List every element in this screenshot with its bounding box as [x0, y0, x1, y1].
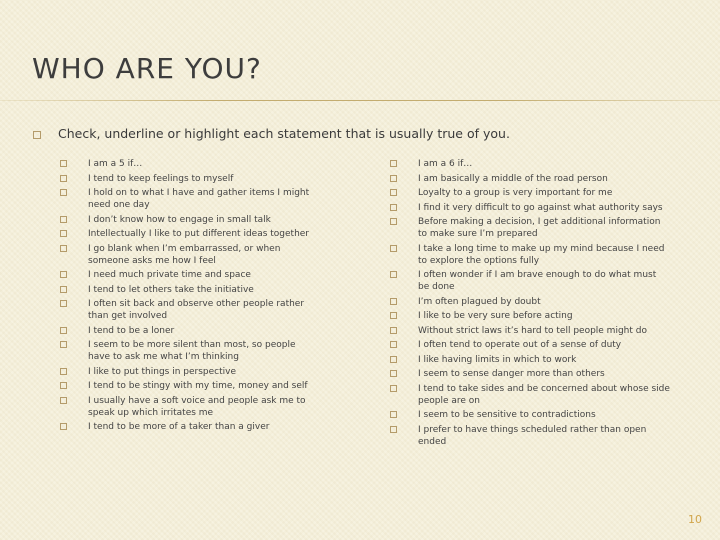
- checkbox-square-icon: [390, 385, 397, 392]
- item-text: Intellectually I like to put different ideas together: [88, 229, 310, 239]
- checkbox-square-icon: [60, 189, 67, 196]
- list-item: [390, 424, 670, 448]
- list-item: [390, 202, 670, 214]
- checkbox-square-icon: [390, 327, 397, 334]
- checkbox-square-icon: [390, 411, 397, 418]
- list-item: [390, 409, 670, 421]
- list-item: [60, 339, 310, 363]
- item-text: I tend to be a loner: [88, 325, 175, 336]
- list-item: [390, 354, 670, 366]
- checkbox-square-icon: [390, 160, 397, 167]
- checkbox-square-icon: [390, 189, 397, 196]
- item-text: I need much private time and space: [88, 270, 251, 280]
- checkbox-square-icon: [390, 271, 397, 278]
- item-text: I often sit back and observe other people rather than get involved: [88, 299, 305, 321]
- checkbox-square-icon: [390, 341, 397, 348]
- checkbox-square-icon: [390, 204, 397, 211]
- item-text: I prefer to have things scheduled rather than open ended: [418, 424, 647, 447]
- item-text: Before making a decision, I get additional information to make sure I’m prepared: [418, 217, 661, 239]
- item-text: Without strict laws it’s hard to tell people might do: [418, 325, 647, 336]
- checkbox-square-icon: [60, 230, 67, 237]
- list-item: [60, 366, 310, 378]
- checkbox-square-icon: [390, 175, 397, 182]
- checkbox-square-icon: [390, 370, 397, 377]
- item-text: I seem to be sensitive to contradictions: [418, 410, 596, 420]
- list-item: [390, 296, 670, 308]
- checkbox-square-icon: [60, 423, 67, 430]
- list-item: [60, 228, 310, 240]
- checkbox-square-icon: [390, 218, 397, 225]
- list-item: [60, 421, 310, 433]
- checkbox-square-icon: [390, 245, 397, 252]
- item-text: I hold on to what I have and gather items I might need one day: [88, 188, 310, 210]
- checkbox-square-icon: [60, 327, 67, 334]
- checkbox-square-icon: [390, 426, 397, 433]
- item-text: I am a 6 if…: [418, 159, 473, 169]
- list-item: [60, 380, 310, 392]
- list-item: [60, 325, 310, 337]
- list-item: [60, 158, 310, 170]
- list-item: [60, 298, 310, 322]
- item-text: I go blank when I’m embarrassed, or when someone asks me how I feel: [88, 243, 281, 266]
- slide-title: WHO ARE YOU?: [32, 52, 262, 85]
- item-text: I am basically a middle of the road person: [418, 173, 608, 184]
- list-item: [390, 339, 670, 351]
- list-item: [390, 383, 670, 407]
- checkbox-square-icon: [60, 175, 67, 182]
- checkbox-square-icon: [60, 245, 67, 252]
- right-column: [390, 158, 670, 450]
- item-text: I like to be very sure before acting: [418, 311, 573, 321]
- item-text: I often tend to operate out of a sense of duty: [418, 340, 622, 350]
- list-item: [390, 325, 670, 337]
- list-item: [60, 173, 310, 185]
- list-item: [390, 368, 670, 380]
- item-text: I like to put things in perspective: [88, 366, 237, 377]
- item-text: I usually have a soft voice and people ask me to speak up which irritates me: [88, 395, 306, 418]
- list-item: [390, 158, 670, 170]
- checkbox-square-icon: [390, 356, 397, 363]
- item-text: I often wonder if I am brave enough to do what must be done: [418, 270, 657, 292]
- list-item: [390, 269, 670, 293]
- list-item: [390, 310, 670, 322]
- checkbox-square-icon: [390, 298, 397, 305]
- item-text: I tend to take sides and be concerned about whose side people are on: [418, 383, 670, 406]
- checkbox-square-icon: [390, 312, 397, 319]
- checkbox-square-icon: [60, 300, 67, 307]
- checkbox-square-icon: [60, 271, 67, 278]
- list-item: [390, 173, 670, 185]
- list-item: [60, 243, 310, 267]
- checkbox-square-icon: [60, 286, 67, 293]
- item-text: I am a 5 if…: [88, 159, 143, 169]
- bullet-square-icon: [33, 131, 41, 139]
- checkbox-square-icon: [60, 368, 67, 375]
- list-item: [390, 216, 670, 240]
- list-item: [60, 395, 310, 419]
- item-text: I seem to be more silent than most, so people have to ask me what I’m thinking: [88, 340, 296, 362]
- checkbox-square-icon: [60, 382, 67, 389]
- list-item: [60, 187, 310, 211]
- list-item: [60, 214, 310, 226]
- list-item: [390, 187, 670, 199]
- item-text: Loyalty to a group is very important for me: [418, 188, 613, 198]
- page-number: 10: [688, 513, 702, 526]
- item-text: I tend to keep feelings to myself: [88, 173, 234, 184]
- list-item: [60, 269, 310, 281]
- item-text: I tend to let others take the initiative: [88, 284, 254, 295]
- item-text: I tend to be stingy with my time, money and self: [88, 381, 308, 391]
- item-text: I take a long time to make up my mind because I need to explore the options fully: [418, 243, 665, 266]
- checkbox-square-icon: [60, 397, 67, 404]
- item-text: I don’t know how to engage in small talk: [88, 214, 271, 225]
- list-item: [390, 243, 670, 267]
- checkbox-square-icon: [60, 216, 67, 223]
- item-text: I tend to be more of a taker than a giver: [88, 422, 270, 432]
- left-column: [60, 158, 310, 436]
- item-text: I seem to sense danger more than others: [418, 369, 605, 379]
- checkbox-square-icon: [60, 160, 67, 167]
- checkbox-square-icon: [60, 341, 67, 348]
- list-item: [60, 284, 310, 296]
- item-text: I like having limits in which to work: [418, 354, 577, 365]
- item-text: I find it very difficult to go against what authority says: [418, 202, 663, 213]
- title-divider: [0, 100, 720, 101]
- item-text: I’m often plagued by doubt: [418, 296, 541, 307]
- intro-text: Check, underline or highlight each statement that is usually true of you.: [58, 126, 510, 141]
